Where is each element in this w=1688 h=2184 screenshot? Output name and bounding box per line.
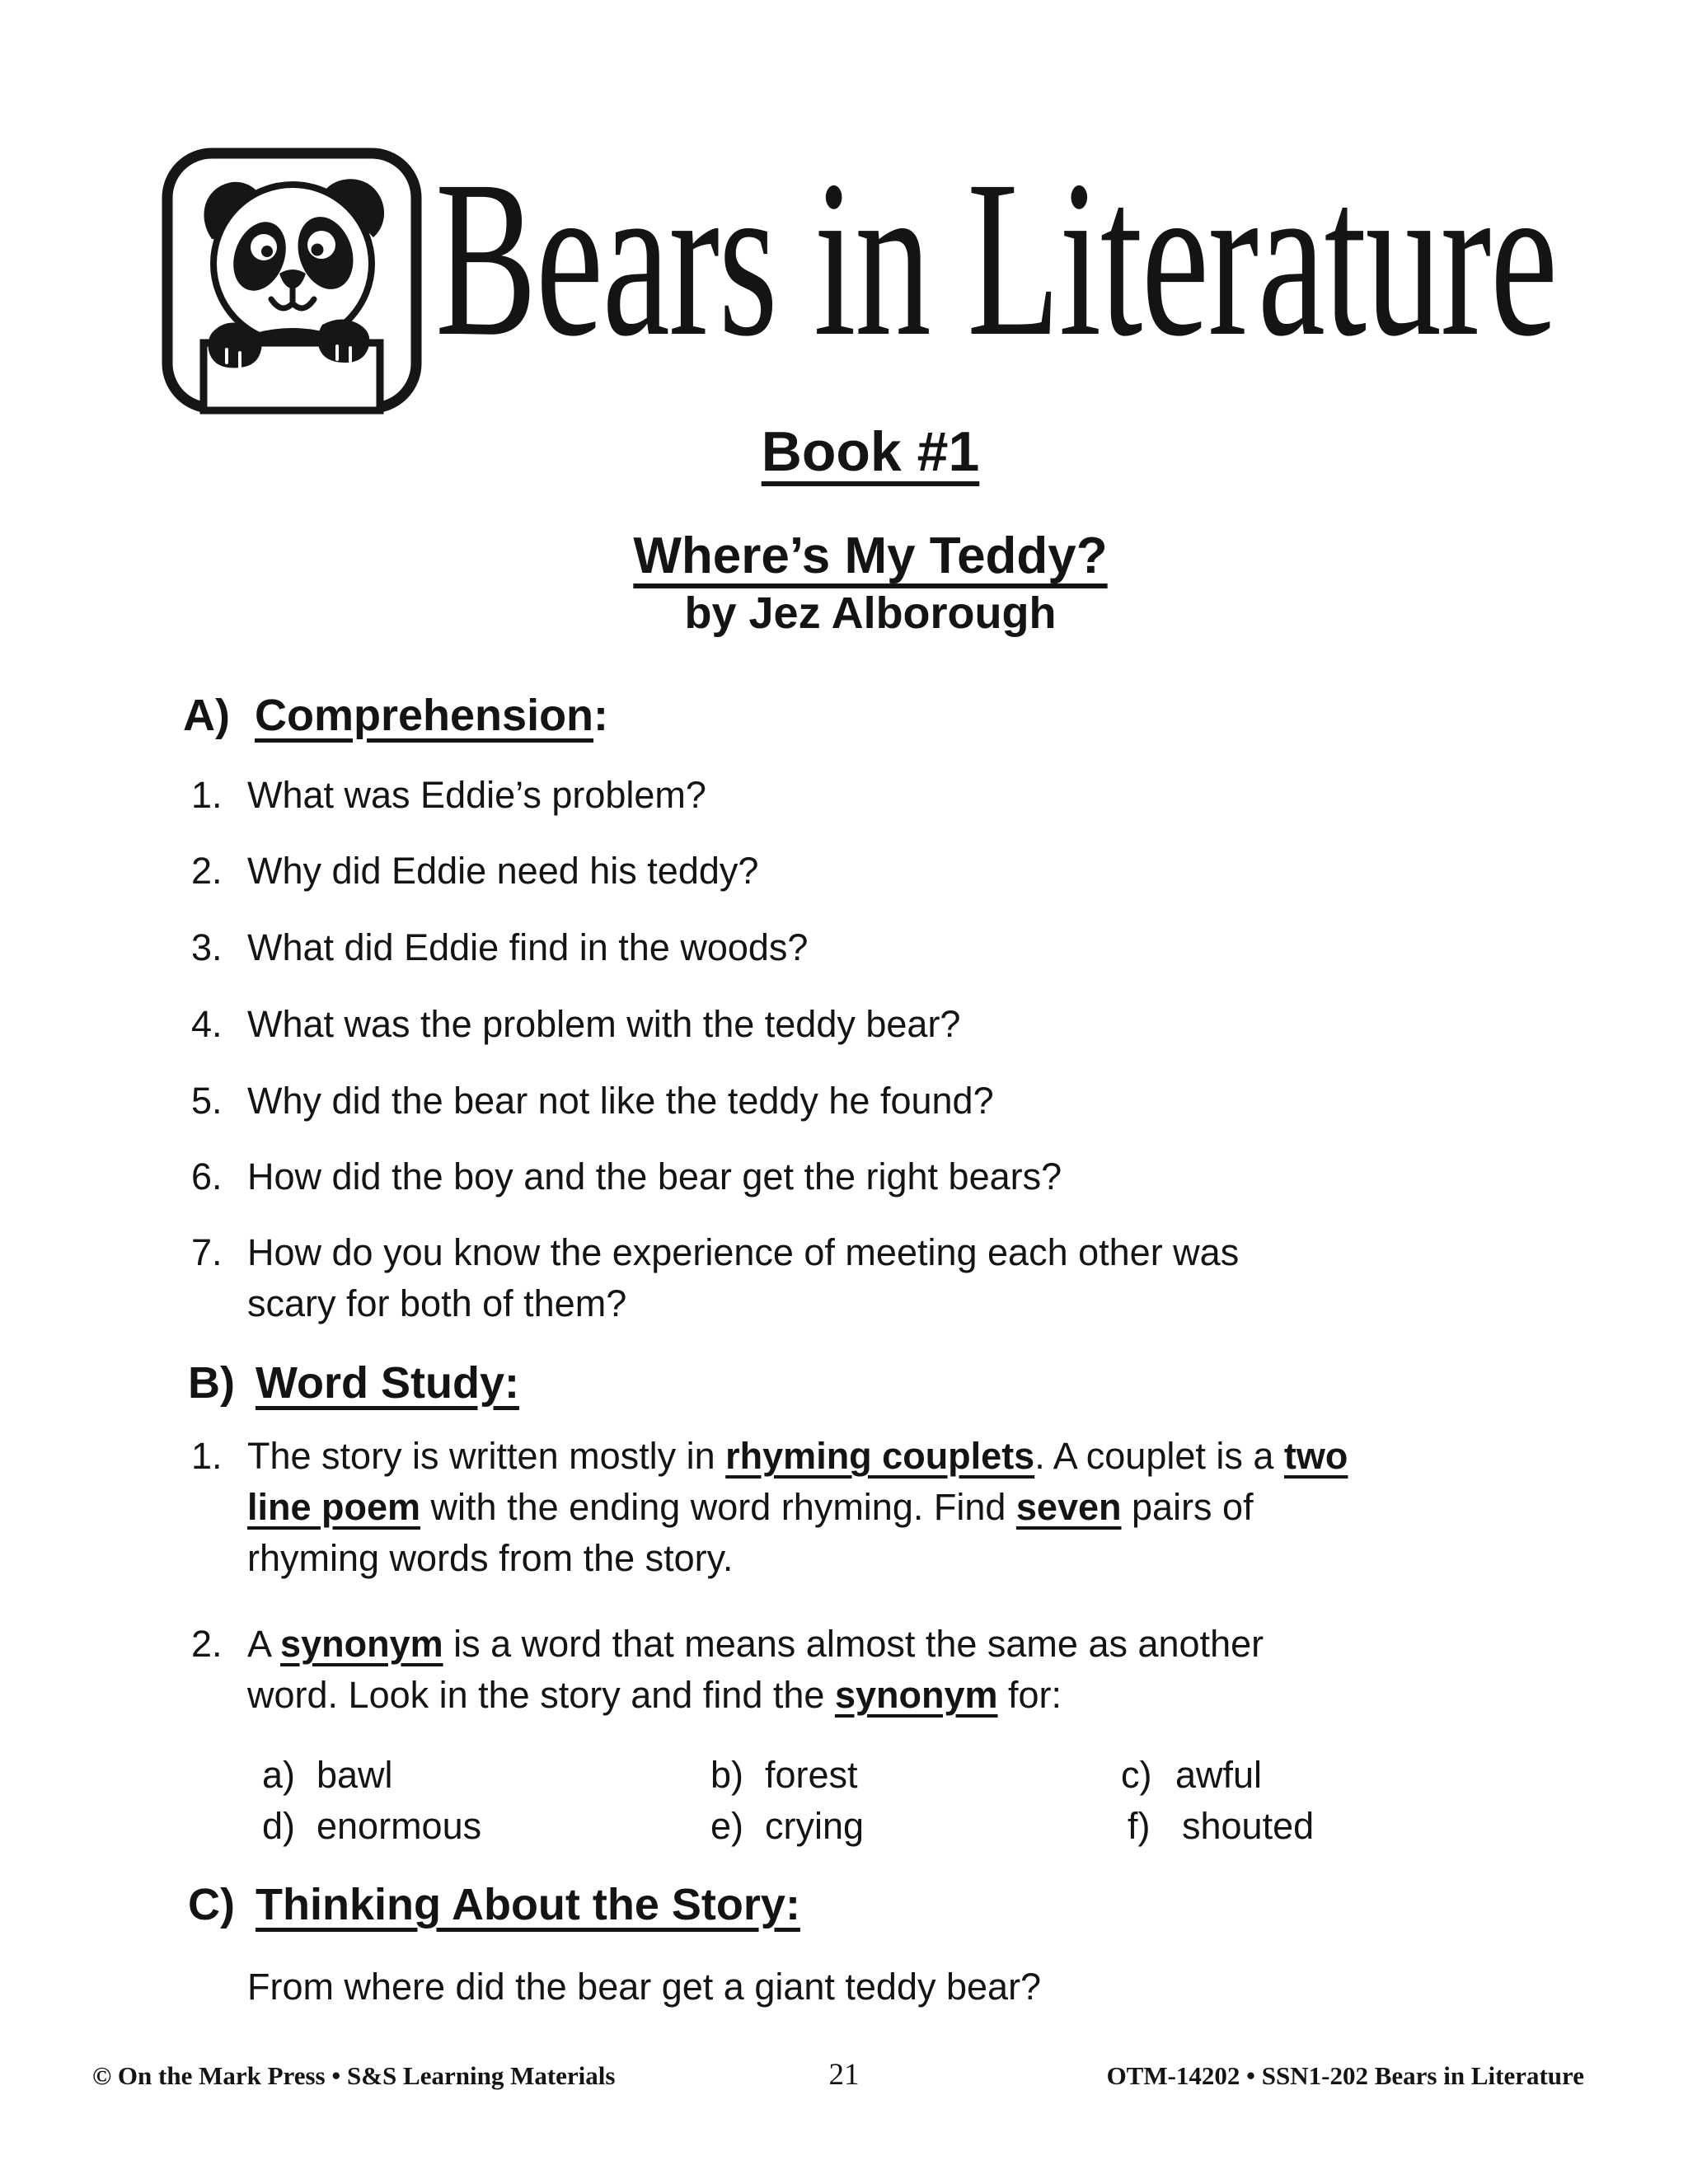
page-title: Bears in Literature [435, 134, 1557, 382]
ws1-text-c: with the ending word rhyming. Find [420, 1486, 1016, 1528]
section-a-letter: A) [183, 691, 230, 740]
thinking-question: From where did the bear get a giant teddy bear? [247, 1966, 1042, 2008]
book-author-row [684, 587, 1056, 640]
ws1-term-rhyming-couplets: rhyming couplets [725, 1435, 1035, 1477]
question-1-text: What was Eddie’s problem? [247, 774, 706, 816]
question-5-number: 5. [191, 1080, 223, 1122]
book-label-row [762, 419, 980, 485]
section-a-title: Comprehension [255, 691, 594, 740]
synonym-a-letter: a) [262, 1754, 296, 1796]
synonym-item-f [1128, 1801, 1314, 1852]
ws1-text-d: pairs of [1121, 1486, 1254, 1528]
wordstudy-item-2-number: 2. [191, 1623, 223, 1665]
synonym-f-letter: f) [1128, 1805, 1151, 1847]
footer-product-code: OTM-14202 • SSN1-202 Bears in Literature [1106, 2061, 1584, 2090]
synonym-c-letter: c) [1121, 1754, 1152, 1796]
section-c-letter: C) [188, 1880, 235, 1929]
ws1-text-b: . A couplet is a [1034, 1435, 1284, 1477]
section-c-title: Thinking About the Story: [256, 1880, 800, 1929]
panda-bear-icon [161, 147, 423, 415]
wordstudy-item-1 [191, 1431, 1348, 1584]
footer-copyright: © On the Mark Press • S&S Learning Materials [92, 2061, 616, 2090]
ws1-text-a: The story is written mostly in [247, 1435, 726, 1477]
question-6-number: 6. [191, 1155, 223, 1197]
book-title: Where’s My Teddy? [633, 527, 1108, 584]
synonym-item-e [710, 1801, 864, 1852]
section-b-heading [188, 1357, 519, 1408]
ws1-term-line-poem: line poem [247, 1486, 421, 1528]
question-3-number: 3. [191, 926, 223, 968]
question-4-number: 4. [191, 1003, 223, 1045]
question-2-number: 2. [191, 850, 223, 892]
synonym-a-word: bawl [316, 1754, 393, 1796]
question-7 [191, 1227, 1239, 1329]
section-b-letter: B) [188, 1358, 235, 1408]
ws1-text-e: rhyming words from the story. [247, 1537, 734, 1579]
section-b-title: Word Study: [256, 1358, 519, 1408]
question-1-number: 1. [191, 774, 223, 816]
ws2-term-synonym-2: synonym [834, 1674, 998, 1716]
ws2-text-d: for: [997, 1674, 1062, 1716]
synonym-item-d [262, 1801, 481, 1852]
question-7-line1: How do you know the experience of meeting each other was [247, 1231, 1240, 1273]
question-7-number: 7. [191, 1231, 223, 1273]
question-1 [191, 770, 706, 821]
panda-logo [161, 147, 423, 415]
synonym-item-a [262, 1750, 393, 1801]
question-3 [191, 922, 808, 973]
question-6-text: How did the boy and the bear get the right bears? [247, 1155, 1062, 1197]
footer-page-number: 21 [828, 2058, 860, 2092]
question-5 [191, 1076, 994, 1127]
question-7-text [247, 1227, 1239, 1329]
section-a-heading [183, 690, 608, 741]
synonym-d-letter: d) [262, 1805, 296, 1847]
ws2-text-a: A [247, 1623, 281, 1665]
question-4 [191, 999, 960, 1050]
question-7-line2: scary for both of them? [247, 1282, 627, 1324]
synonym-d-word: enormous [316, 1805, 482, 1847]
wordstudy-item-2-text [247, 1619, 1264, 1721]
question-2 [191, 846, 758, 897]
question-6 [191, 1151, 1062, 1202]
ws2-term-synonym-1: synonym [280, 1623, 443, 1665]
ws2-text-c: word. Look in the story and find the [247, 1674, 835, 1716]
question-2-text: Why did Eddie need his teddy? [247, 850, 759, 892]
section-c-heading [188, 1879, 800, 1930]
synonym-e-letter: e) [710, 1805, 744, 1847]
question-4-text: What was the problem with the teddy bear? [247, 1003, 961, 1045]
synonym-b-letter: b) [710, 1754, 744, 1796]
ws2-text-b: is a word that means almost the same as another [443, 1623, 1264, 1665]
book-author: by Jez Alborough [684, 588, 1057, 638]
book-title-row [633, 526, 1107, 587]
ws1-term-two: two [1283, 1435, 1348, 1477]
synonym-b-word: forest [765, 1754, 858, 1796]
question-3-text: What did Eddie find in the woods? [247, 926, 809, 968]
synonym-item-b [710, 1750, 858, 1801]
wordstudy-item-1-number: 1. [191, 1435, 223, 1477]
synonym-c-word: awful [1175, 1754, 1263, 1796]
ws1-term-seven: seven [1015, 1486, 1122, 1528]
question-5-text: Why did the bear not like the teddy he found? [247, 1080, 994, 1122]
wordstudy-item-2 [191, 1619, 1264, 1721]
synonym-f-word: shouted [1182, 1805, 1315, 1847]
synonym-e-word: crying [765, 1805, 865, 1847]
section-a-colon: : [593, 691, 609, 740]
wordstudy-item-1-text [247, 1431, 1348, 1584]
book-label: Book #1 [761, 420, 980, 483]
synonym-item-c [1121, 1750, 1262, 1801]
